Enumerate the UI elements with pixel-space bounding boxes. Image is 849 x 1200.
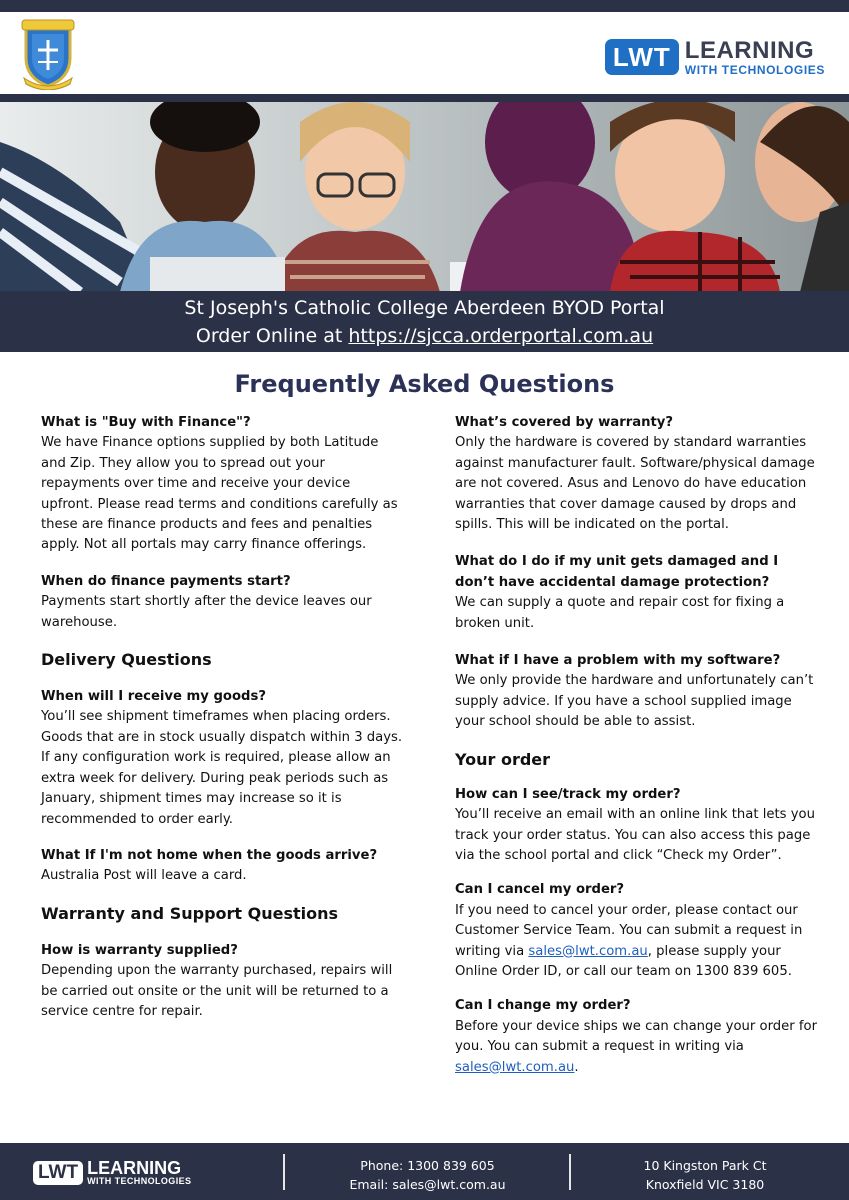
sales-email-link-2[interactable]: sales@lwt.com.au xyxy=(455,1059,575,1075)
portal-banner xyxy=(0,291,849,352)
portal-link[interactable]: https://sjcca.orderportal.com.au xyxy=(348,325,654,347)
footer-logo-line2: WITH TECHNOLOGIES xyxy=(87,1176,192,1186)
answer-change-order xyxy=(455,1017,820,1078)
answer-finance-payments: Payments start shortly after the device leaves our warehouse. xyxy=(41,594,372,630)
question-change-order: Can I change my order? xyxy=(455,998,631,1014)
page-title: Frequently Asked Questions xyxy=(234,370,615,398)
banner-title: St Joseph's Catholic College Aberdeen BYOD Portal xyxy=(184,297,665,319)
footer-contact xyxy=(300,1156,555,1194)
question-software-problem: What if I have a problem with my software? xyxy=(455,653,781,669)
footer-logo-line1: LEARNING xyxy=(87,1158,182,1178)
question-cancel-order: Can I cancel my order? xyxy=(455,882,625,898)
banner-order-prefix: Order Online at xyxy=(195,325,349,347)
footer-divider xyxy=(283,1154,285,1190)
answer-track-order: You’ll receive an email with an online link that lets you track your order status. You can also access this page via the school portal and click “Check my Order”. xyxy=(455,807,815,863)
lwt-logo-line2: WITH TECHNOLOGIES xyxy=(684,62,825,77)
footer-address xyxy=(590,1156,820,1194)
students-photo-illustration xyxy=(0,102,849,292)
footer-lwt-logo xyxy=(33,1159,191,1186)
section-heading-your-order: Your order xyxy=(455,749,551,769)
banner-order-line xyxy=(0,322,849,350)
question-warranty-supplied: How is warranty supplied? xyxy=(41,942,238,958)
question-buy-with-finance: What is "Buy with Finance"? xyxy=(41,415,251,430)
footer-address-line2: Knoxfield VIC 3180 xyxy=(645,1177,765,1192)
hero-divider xyxy=(0,94,849,102)
footer xyxy=(0,1143,849,1200)
hero-photo xyxy=(0,102,849,292)
question-receive-goods: When will I receive my goods? xyxy=(41,689,266,705)
change-text-2: . xyxy=(574,1059,579,1075)
section-heading-delivery: Delivery Questions xyxy=(41,650,212,670)
change-text-1: Before your device ships we can change your order for you. You can submit a request in writing via xyxy=(455,1018,818,1055)
cancel-text-2: , please supply your Online Order ID, or call our team on 1300 839 605. xyxy=(455,943,792,979)
top-bar xyxy=(0,0,849,12)
answer-software-problem: We only provide the hardware and unfortunately can’t supply advice. If you have a school supplied image your school should be able to assist. xyxy=(455,673,814,730)
answer-warranty-supplied: Depending upon the warranty purchased, repairs will be carried out onsite or the unit will be returned to a service centre for repair. xyxy=(41,963,393,1019)
footer-logo-box: LWT xyxy=(33,1161,83,1185)
lwt-logo xyxy=(605,37,825,77)
question-warranty-covered: What’s covered by warranty? xyxy=(455,415,674,430)
answer-not-home: Australia Post will leave a card. xyxy=(41,868,247,884)
school-crest-logo xyxy=(18,18,78,90)
answer-unit-damaged: We can supply a quote and repair cost for fixing a broken unit. xyxy=(455,595,785,631)
footer-phone: Phone: 1300 839 605 xyxy=(360,1158,495,1173)
footer-address-line1: 10 Kingston Park Ct xyxy=(643,1158,767,1173)
sales-email-link[interactable]: sales@lwt.com.au xyxy=(528,943,648,959)
answer-buy-with-finance: We have Finance options supplied by both Latitude and Zip. They allow you to spread out your repayments over time and receive your device upfront. Please read terms and conditions carefully as these are finance products and fees and penalties apply. Not all portals may carry finance offerings. xyxy=(41,435,398,553)
question-finance-payments: When do finance payments start? xyxy=(41,573,291,589)
question-unit-damaged: What do I do if my unit gets damaged and I don’t have accidental damage protection? xyxy=(455,554,779,590)
lwt-logo-box: LWT xyxy=(605,39,679,75)
header xyxy=(0,12,849,96)
section-heading-warranty: Warranty and Support Questions xyxy=(41,903,339,923)
left-column xyxy=(41,413,406,1022)
question-track-order: How can I see/track my order? xyxy=(455,786,681,802)
answer-receive-goods: You’ll see shipment timeframes when placing orders. Goods that are in stock usually dispatch within 3 days. If any configuration work is required, please allow an extra week for delivery. During peak periods such as January, shipment times may increase so it is recommended to order early. xyxy=(41,709,403,827)
answer-warranty-covered: Only the hardware is covered by standard warranties against manufacturer fault. Software/physical damage are not covered. Asus and Lenovo do have education warranties that cover damage caused by drops and spills. This will be indicated on the portal. xyxy=(455,435,815,533)
cancel-text-1: If you need to cancel your order, please contact our Customer Service Team. You can submit a request in writing via xyxy=(455,902,803,959)
lwt-logo-line1: LEARNING xyxy=(684,36,815,64)
footer-email: Email: sales@lwt.com.au xyxy=(349,1177,506,1192)
footer-divider xyxy=(569,1154,571,1190)
right-column xyxy=(455,413,820,1078)
answer-cancel-order xyxy=(455,901,820,983)
question-not-home: What If I'm not home when the goods arrive? xyxy=(41,847,378,863)
